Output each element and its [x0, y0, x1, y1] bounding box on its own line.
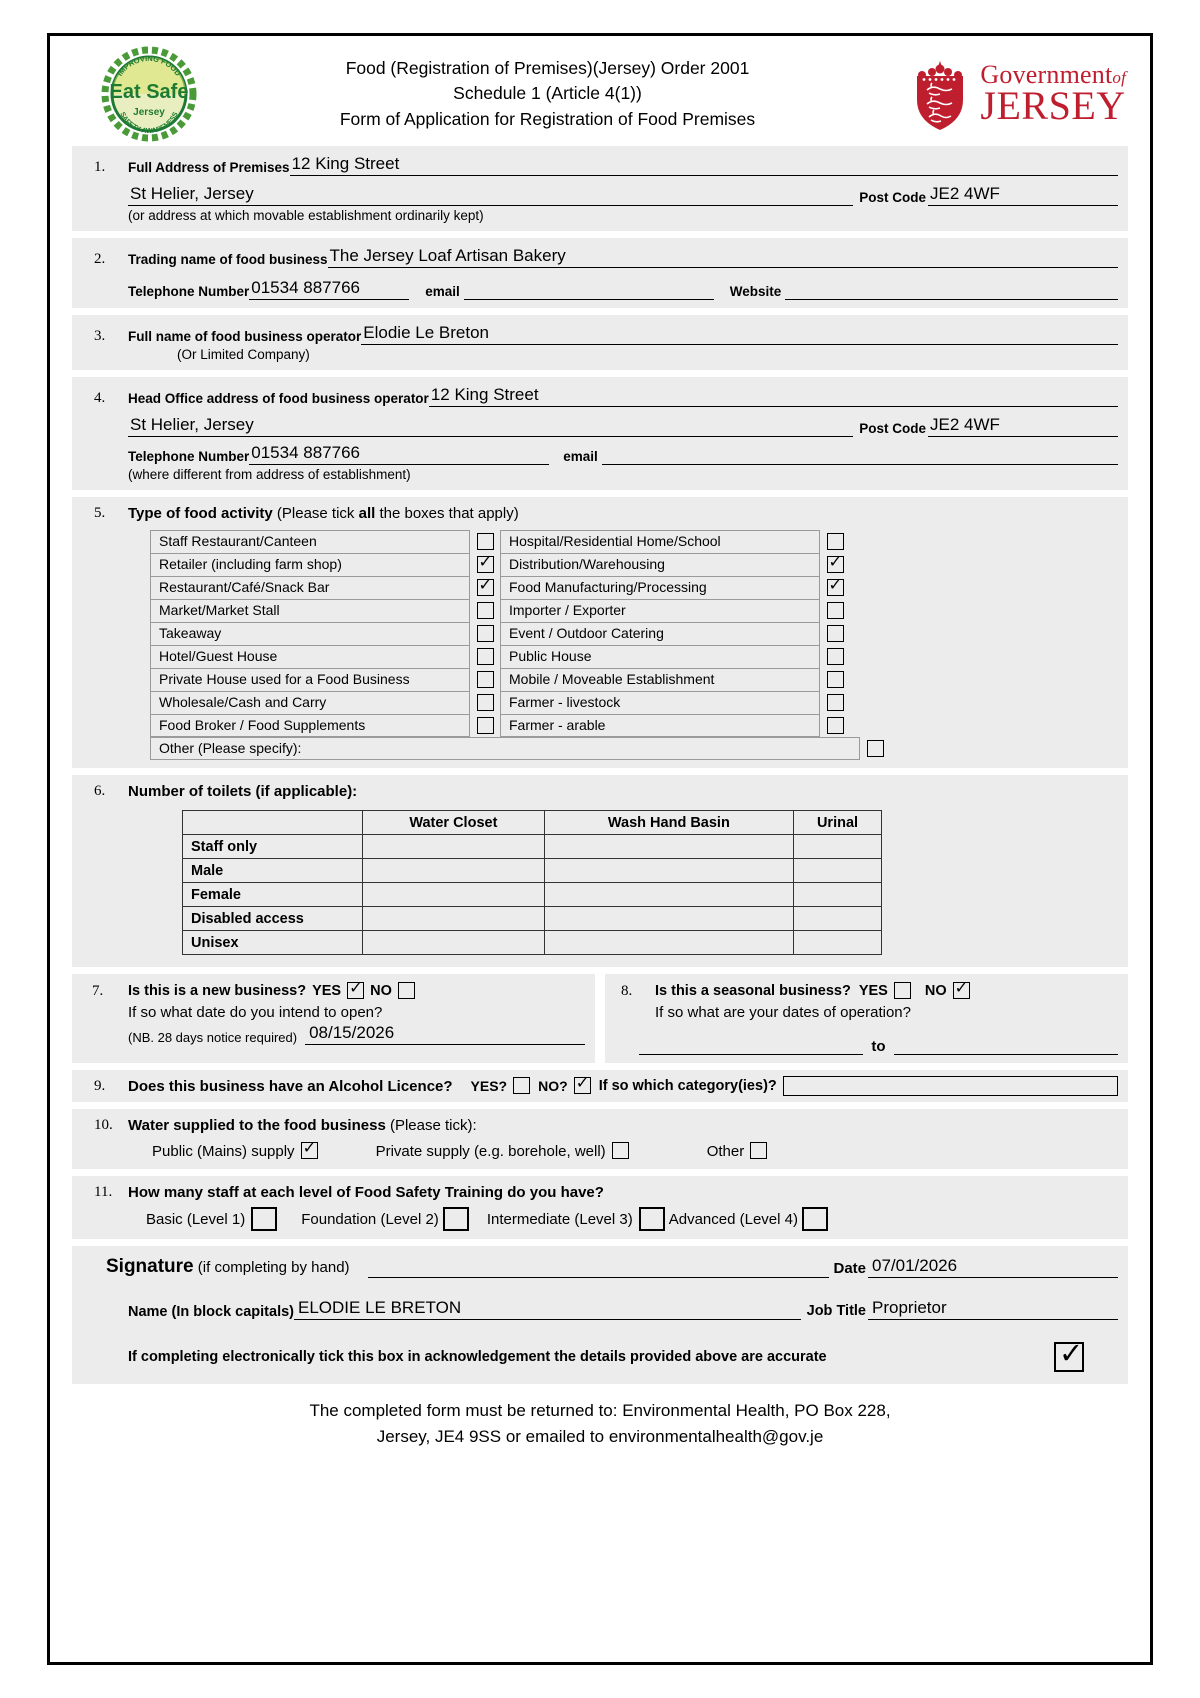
activity-checkbox-other[interactable]	[867, 740, 884, 757]
activity-label: Mobile / Moveable Establishment	[500, 668, 820, 691]
section-11-number: 11.	[94, 1184, 113, 1200]
activity-label: Takeaway	[150, 622, 470, 645]
head-office-postcode-value: JE2 4WF	[930, 415, 1000, 434]
return-instructions-line-1: The completed form must be returned to: Environmental Health, PO Box 228,	[309, 1401, 891, 1420]
activity-label: Public House	[500, 645, 820, 668]
activity-label: Food Manufacturing/Processing	[500, 576, 820, 599]
activity-checkbox-farmer-livestock[interactable]	[827, 694, 844, 711]
head-office-note: (where different from address of establishment)	[128, 467, 411, 482]
head-office-line1-field[interactable]	[429, 385, 1118, 407]
activity-checkbox-manufacturing[interactable]	[827, 579, 844, 596]
title-line-2: Schedule 1 (Article 4(1))	[453, 83, 642, 104]
water-private-checkbox[interactable]	[612, 1142, 629, 1159]
table-row	[183, 883, 882, 907]
section-9-alcohol-licence	[72, 1070, 1128, 1102]
toilets-col-blank	[183, 811, 363, 835]
toilets-cell[interactable]	[363, 859, 545, 883]
seasonal-business-yes-label: YES	[858, 983, 888, 999]
activity-checkbox-farmer-arable[interactable]	[827, 717, 844, 734]
toilets-cell[interactable]	[794, 835, 882, 859]
head-office-telephone-label: Telephone Number	[128, 449, 250, 464]
section-8-seasonal-business	[605, 974, 1128, 1063]
head-office-line1-value: 12 King Street	[430, 385, 539, 404]
table-header-row	[183, 811, 882, 835]
section-6-number: 6.	[94, 783, 106, 799]
activity-checkbox-takeaway[interactable]	[477, 625, 494, 642]
training-foundation-label: Foundation (Level 2)	[301, 1210, 439, 1228]
activity-label: Wholesale/Cash and Carry	[150, 691, 470, 714]
operator-name-value: Elodie Le Breton	[363, 323, 489, 342]
svg-text:IMPROVING FOOD: IMPROVING FOOD	[115, 53, 183, 78]
activity-label: Retailer (including farm shop)	[150, 553, 470, 576]
section-2-number: 2.	[94, 251, 106, 267]
business-telephone-value: 01534 887766	[251, 278, 360, 297]
seasonal-to-date-field[interactable]	[894, 1035, 1118, 1055]
toilets-row-label: Disabled access	[183, 907, 363, 931]
seasonal-to-label: to	[871, 1038, 886, 1055]
activity-checkbox-wholesale[interactable]	[477, 694, 494, 711]
alcohol-no-label: NO?	[538, 1078, 568, 1094]
section-9-number: 9.	[94, 1077, 106, 1094]
section-4-number: 4.	[94, 390, 106, 406]
premises-address-line1-value: 12 King Street	[291, 154, 400, 173]
head-office-postcode-field[interactable]	[928, 415, 1118, 437]
return-instructions-line-2: Jersey, JE4 9SS or emailed to environmentalhealth@gov.je	[376, 1426, 824, 1446]
activity-label: Restaurant/Café/Snack Bar	[150, 576, 470, 599]
alcohol-category-label: If so which category(ies)?	[598, 1078, 777, 1094]
alcohol-yes-label: YES?	[470, 1078, 508, 1094]
section-7-new-business	[72, 974, 595, 1063]
operator-name-label: Full name of food business operator	[128, 329, 362, 344]
section-1-number: 1.	[94, 159, 106, 175]
seasonal-business-no-label: NO	[924, 983, 947, 999]
activity-checkbox-mobile[interactable]	[827, 671, 844, 688]
activity-label: Hotel/Guest House	[150, 645, 470, 668]
food-activity-hint-a: (Please tick	[272, 505, 359, 522]
food-activity-hint-bold: all	[358, 505, 376, 522]
toilets-col-water-closet: Water Closet	[363, 811, 545, 835]
toilets-cell[interactable]	[544, 883, 793, 907]
jersey-word: JERSEY	[980, 83, 1126, 129]
premises-postcode-label: Post Code	[859, 190, 926, 205]
head-office-postcode-label: Post Code	[859, 421, 926, 436]
business-telephone-label: Telephone Number	[128, 284, 250, 299]
activity-checkbox-retailer[interactable]	[477, 556, 494, 573]
premises-address-label: Full Address of Premises	[128, 160, 290, 175]
government-of-jersey-logo	[871, 54, 1126, 134]
toilets-label: Number of toilets (if applicable):	[128, 783, 358, 800]
toilets-row-label: Staff only	[183, 835, 363, 859]
activity-label: Importer / Exporter	[500, 599, 820, 622]
activity-checkbox-private-house[interactable]	[477, 671, 494, 688]
toilets-cell[interactable]	[363, 907, 545, 931]
training-levels-label: How many staff at each level of Food Safety Training do you have?	[128, 1184, 604, 1201]
section-10-water-supply	[72, 1109, 1128, 1169]
water-supply-hint: (Please tick):	[385, 1117, 477, 1134]
job-title-field[interactable]	[868, 1298, 1118, 1320]
water-other-label: Other	[706, 1143, 745, 1160]
toilets-cell[interactable]	[363, 883, 545, 907]
activity-label: Food Broker / Food Supplements	[150, 714, 470, 737]
alcohol-licence-question: Does this business have an Alcohol Licence?	[128, 1077, 453, 1095]
form-header	[50, 36, 1150, 146]
water-public-checkbox[interactable]	[301, 1142, 318, 1159]
activity-label: Hospital/Residential Home/School	[500, 530, 820, 553]
activity-label: Farmer - livestock	[500, 691, 820, 714]
premises-postcode-field[interactable]	[928, 184, 1118, 206]
job-title-value: Proprietor	[872, 1298, 947, 1317]
alcohol-category-field[interactable]	[783, 1076, 1118, 1096]
training-basic-field[interactable]	[251, 1207, 277, 1231]
operator-name-field[interactable]	[361, 323, 1118, 345]
new-business-no-checkbox[interactable]	[398, 982, 415, 999]
signature-date-value: 07/01/2026	[872, 1256, 958, 1275]
toilets-col-wash-hand-basin: Wash Hand Basin	[544, 811, 793, 835]
activity-checkbox-market-stall[interactable]	[477, 602, 494, 619]
svg-text:Jersey: Jersey	[133, 107, 165, 118]
toilets-row-label: Female	[183, 883, 363, 907]
toilets-cell[interactable]	[544, 907, 793, 931]
new-business-yes-label: YES	[312, 983, 342, 999]
toilets-cell[interactable]	[544, 859, 793, 883]
table-row	[183, 859, 882, 883]
seasonal-business-question: Is this a seasonal business?	[655, 983, 851, 999]
svg-text:SAFETY AWARENESS: SAFETY AWARENESS	[118, 111, 180, 135]
seasonal-from-date-field[interactable]	[639, 1035, 863, 1055]
eat-safe-jersey-logo	[74, 44, 224, 144]
signature-date-label: Date	[833, 1260, 866, 1277]
activity-checkbox-public-house[interactable]	[827, 648, 844, 665]
water-private-label: Private supply (e.g. borehole, well)	[375, 1143, 606, 1160]
activity-checkbox-distribution[interactable]	[827, 556, 844, 573]
toilets-cell[interactable]	[794, 907, 882, 931]
water-public-label: Public (Mains) supply	[152, 1143, 295, 1160]
head-office-telephone-value: 01534 887766	[251, 443, 360, 462]
section-4-head-office-address	[72, 377, 1128, 490]
toilets-row-label: Unisex	[183, 931, 363, 955]
activity-label: Event / Outdoor Catering	[500, 622, 820, 645]
food-activity-left-labels	[150, 530, 470, 737]
business-website-label: Website	[729, 284, 782, 299]
premises-postcode-value: JE2 4WF	[930, 184, 1000, 203]
sections-7-8-row	[72, 974, 1128, 1063]
training-basic-label: Basic (Level 1)	[146, 1210, 246, 1228]
head-office-telephone-field[interactable]	[249, 443, 549, 465]
section-1-premises-address	[72, 146, 1128, 231]
trading-name-field[interactable]	[328, 246, 1118, 268]
svg-text:Eat Safe: Eat Safe	[109, 81, 189, 103]
section-5-number: 5.	[94, 505, 106, 521]
activity-checkbox-importer-exporter[interactable]	[827, 602, 844, 619]
electronic-ack-checkbox[interactable]	[1054, 1342, 1084, 1372]
section-7-number: 7.	[92, 982, 104, 999]
jersey-crest-icon	[909, 54, 971, 134]
toilets-cell[interactable]	[544, 931, 793, 955]
new-business-question: Is this is a new business?	[128, 983, 307, 999]
head-office-email-label: email	[563, 449, 598, 464]
new-business-open-date-value: 08/15/2026	[309, 1023, 395, 1042]
seasonal-business-yes-checkbox[interactable]	[894, 982, 911, 999]
toilets-cell[interactable]	[363, 931, 545, 955]
head-office-line2-field[interactable]	[128, 415, 853, 437]
activity-label: Private House used for a Food Business	[150, 668, 470, 691]
toilets-cell[interactable]	[794, 931, 882, 955]
section-11-training-levels	[72, 1176, 1128, 1239]
head-office-label: Head Office address of food business operator	[128, 391, 429, 406]
activity-label: Distribution/Warehousing	[500, 553, 820, 576]
table-row	[183, 835, 882, 859]
trading-name-value: The Jersey Loaf Artisan Bakery	[329, 246, 566, 265]
activity-checkbox-restaurant-cafe[interactable]	[477, 579, 494, 596]
title-line-3: Form of Application for Registration of Food Premises	[339, 108, 756, 129]
business-email-field[interactable]	[464, 278, 714, 300]
signature-label: Signature	[106, 1256, 194, 1277]
section-6-toilets	[72, 775, 1128, 967]
section-5-food-activity	[72, 497, 1128, 768]
activity-checkbox-food-broker[interactable]	[477, 717, 494, 734]
toilets-col-urinal: Urinal	[794, 811, 882, 835]
section-3-number: 3.	[94, 328, 106, 344]
business-telephone-field[interactable]	[249, 278, 409, 300]
activity-other-label[interactable]: Other (Please specify):	[150, 737, 860, 760]
eat-safe-badge-icon	[90, 44, 208, 144]
toilets-cell[interactable]	[794, 883, 882, 907]
signature-field[interactable]	[368, 1256, 830, 1278]
activity-label: Farmer - arable	[500, 714, 820, 737]
premises-address-line1-field[interactable]	[290, 154, 1118, 176]
return-instructions	[50, 1398, 1150, 1449]
training-intermediate-field[interactable]	[639, 1207, 665, 1231]
form-page	[47, 33, 1153, 1665]
training-advanced-field[interactable]	[802, 1207, 828, 1231]
activity-checkbox-hospital-school[interactable]	[827, 533, 844, 550]
signature-name-value: ELODIE LE BRETON	[298, 1298, 462, 1317]
new-business-no-label: NO	[370, 983, 392, 999]
activity-checkbox-hotel[interactable]	[477, 648, 494, 665]
new-business-subquestion: If so what date do you intend to open?	[128, 1004, 383, 1021]
signature-note: (if completing by hand)	[193, 1259, 350, 1276]
premises-address-line2-field[interactable]	[128, 184, 853, 206]
table-row	[183, 931, 882, 955]
trading-name-label: Trading name of food business	[128, 252, 328, 267]
training-foundation-field[interactable]	[443, 1207, 469, 1231]
head-office-line2-value: St Helier, Jersey	[130, 415, 254, 434]
activity-label: Staff Restaurant/Canteen	[150, 530, 470, 553]
signature-name-label: Name (In block capitals)	[128, 1304, 294, 1320]
toilets-table	[182, 810, 882, 955]
section-2-trading-name	[72, 238, 1128, 308]
new-business-open-date-field[interactable]	[305, 1021, 585, 1045]
section-3-operator-name	[72, 315, 1128, 370]
toilets-row-label: Male	[183, 859, 363, 883]
water-other-checkbox[interactable]	[750, 1142, 767, 1159]
food-activity-label: Type of food activity	[128, 505, 273, 522]
business-website-field[interactable]	[785, 278, 1118, 300]
water-supply-label: Water supplied to the food business	[128, 1117, 386, 1134]
section-10-number: 10.	[94, 1117, 113, 1133]
food-activity-left-checkboxes	[470, 530, 500, 737]
premises-address-note: (or address at which movable establishment ordinarily kept)	[128, 208, 484, 223]
alcohol-no-checkbox[interactable]	[574, 1077, 591, 1094]
title-line-1: Food (Registration of Premises)(Jersey) Order 2001	[345, 57, 750, 78]
head-office-email-field[interactable]	[602, 443, 1118, 465]
new-business-yes-checkbox[interactable]	[347, 982, 364, 999]
operator-name-note: (Or Limited Company)	[177, 347, 310, 362]
business-email-label: email	[425, 284, 460, 299]
page-title	[224, 56, 871, 132]
gov-of-word: of	[1112, 67, 1126, 87]
signature-name-field[interactable]	[294, 1298, 801, 1320]
food-activity-hint-b: the boxes that apply)	[375, 505, 519, 522]
activity-checkbox-event-catering[interactable]	[827, 625, 844, 642]
signature-date-field[interactable]	[868, 1256, 1118, 1278]
activity-checkbox-staff-restaurant[interactable]	[477, 533, 494, 550]
alcohol-category-value	[784, 1077, 788, 1094]
training-advanced-label: Advanced (Level 4)	[668, 1210, 798, 1228]
table-row	[183, 907, 882, 931]
food-activity-right-checkboxes	[820, 530, 850, 737]
new-business-notice-note: (NB. 28 days notice required)	[128, 1030, 298, 1045]
premises-address-line2-value: St Helier, Jersey	[130, 184, 254, 203]
signature-block	[72, 1246, 1128, 1384]
gov-word: Government	[980, 59, 1113, 89]
food-activity-right-labels	[500, 530, 820, 737]
electronic-ack-text: If completing electronically tick this box in acknowledgement the details provided above are accurate	[128, 1349, 827, 1365]
section-8-number: 8.	[621, 982, 633, 999]
toilets-cell[interactable]	[363, 835, 545, 859]
alcohol-yes-checkbox[interactable]	[513, 1077, 530, 1094]
toilets-cell[interactable]	[794, 859, 882, 883]
seasonal-business-subquestion: If so what are your dates of operation?	[655, 1004, 911, 1021]
job-title-label: Job Title	[806, 1303, 866, 1319]
food-activity-table	[150, 530, 890, 737]
training-intermediate-label: Intermediate (Level 3)	[486, 1210, 633, 1228]
activity-label: Market/Market Stall	[150, 599, 470, 622]
toilets-cell[interactable]	[544, 835, 793, 859]
seasonal-business-no-checkbox[interactable]	[953, 982, 970, 999]
